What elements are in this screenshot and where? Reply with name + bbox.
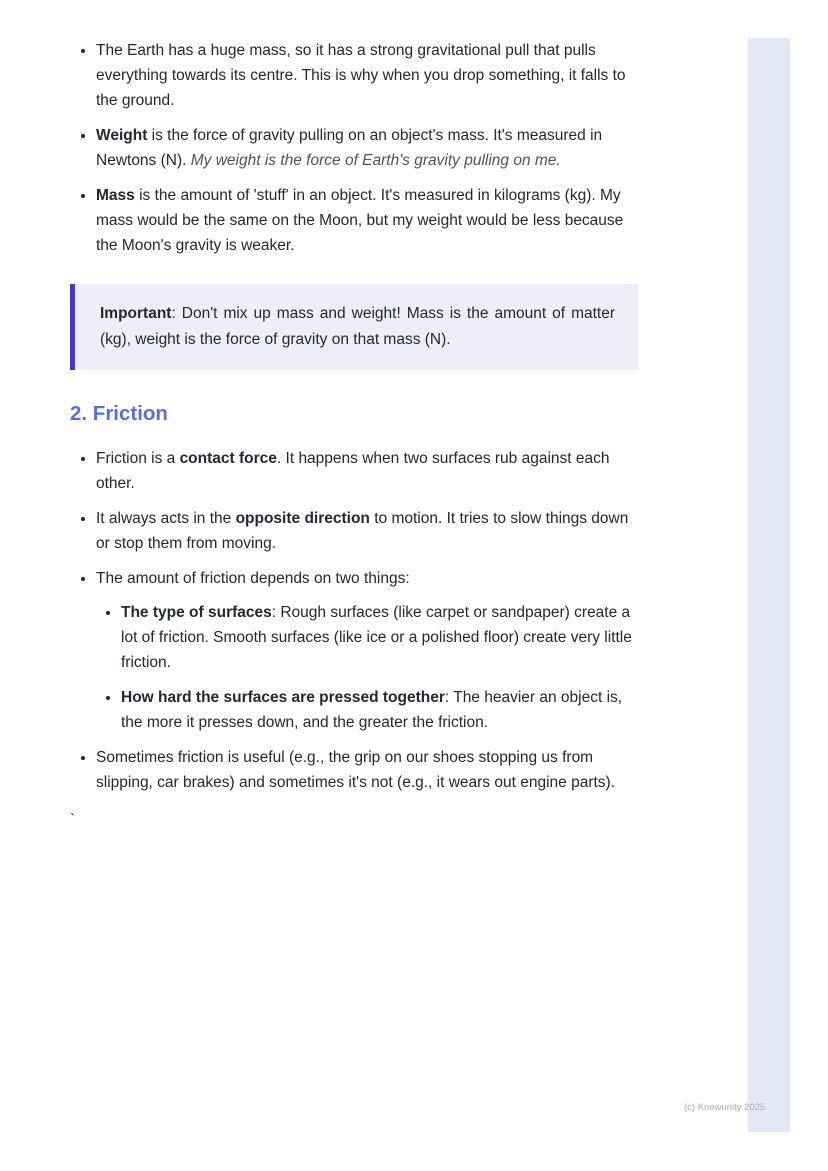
list-item [96,566,638,735]
side-margin-strip [748,38,790,1132]
important-callout: Important: Don't mix up mass and weight! Mass is the amount of matter (kg), weight is the force of gravity on that mass (N). [70,284,638,370]
footer-credit: (c) Knowunity 2025 [684,1102,766,1113]
list-item: • It always acts in the opposite direction to motion. It tries to slow things down or stop them from moving. [96,506,638,556]
friction-bullet-list [70,446,638,795]
gravity-bullet-list [70,38,638,258]
list-item-text: The amount of friction depends on two things: [96,570,410,587]
list-item: • Mass is the amount of 'stuff' in an object. It's measured in kilograms (kg). My mass would be the same on the Moon, but my weight would be less because the Moon's gravity is weaker. [96,183,638,258]
section-heading-friction: 2. Friction [70,402,168,425]
stray-character: ` [70,811,75,828]
list-item: • The Earth has a huge mass, so it has a strong gravitational pull that pulls everything towards its centre. This is why when you drop something, it falls to the ground. [96,38,638,113]
list-item: • How hard the surfaces are pressed together: The heavier an object is, the more it presses down, and the greater the friction. [121,685,638,735]
list-item: • The type of surfaces: Rough surfaces (like carpet or sandpaper) create a lot of friction. Smooth surfaces (like ice or a polished floor) create very little friction. [121,600,638,675]
list-item: • Sometimes friction is useful (e.g., the grip on our shoes stopping us from slipping, car brakes) and sometimes it's not (e.g., it wears out engine parts). [96,745,638,795]
list-item: • Friction is a contact force. It happens when two surfaces rub against each other. [96,446,638,496]
friction-sub-list [96,600,638,735]
list-item: • Weight is the force of gravity pulling on an object's mass. It's measured in Newtons (N). My weight is the force of Earth's gravity pulling on me. [96,123,638,173]
document-page [70,38,638,829]
